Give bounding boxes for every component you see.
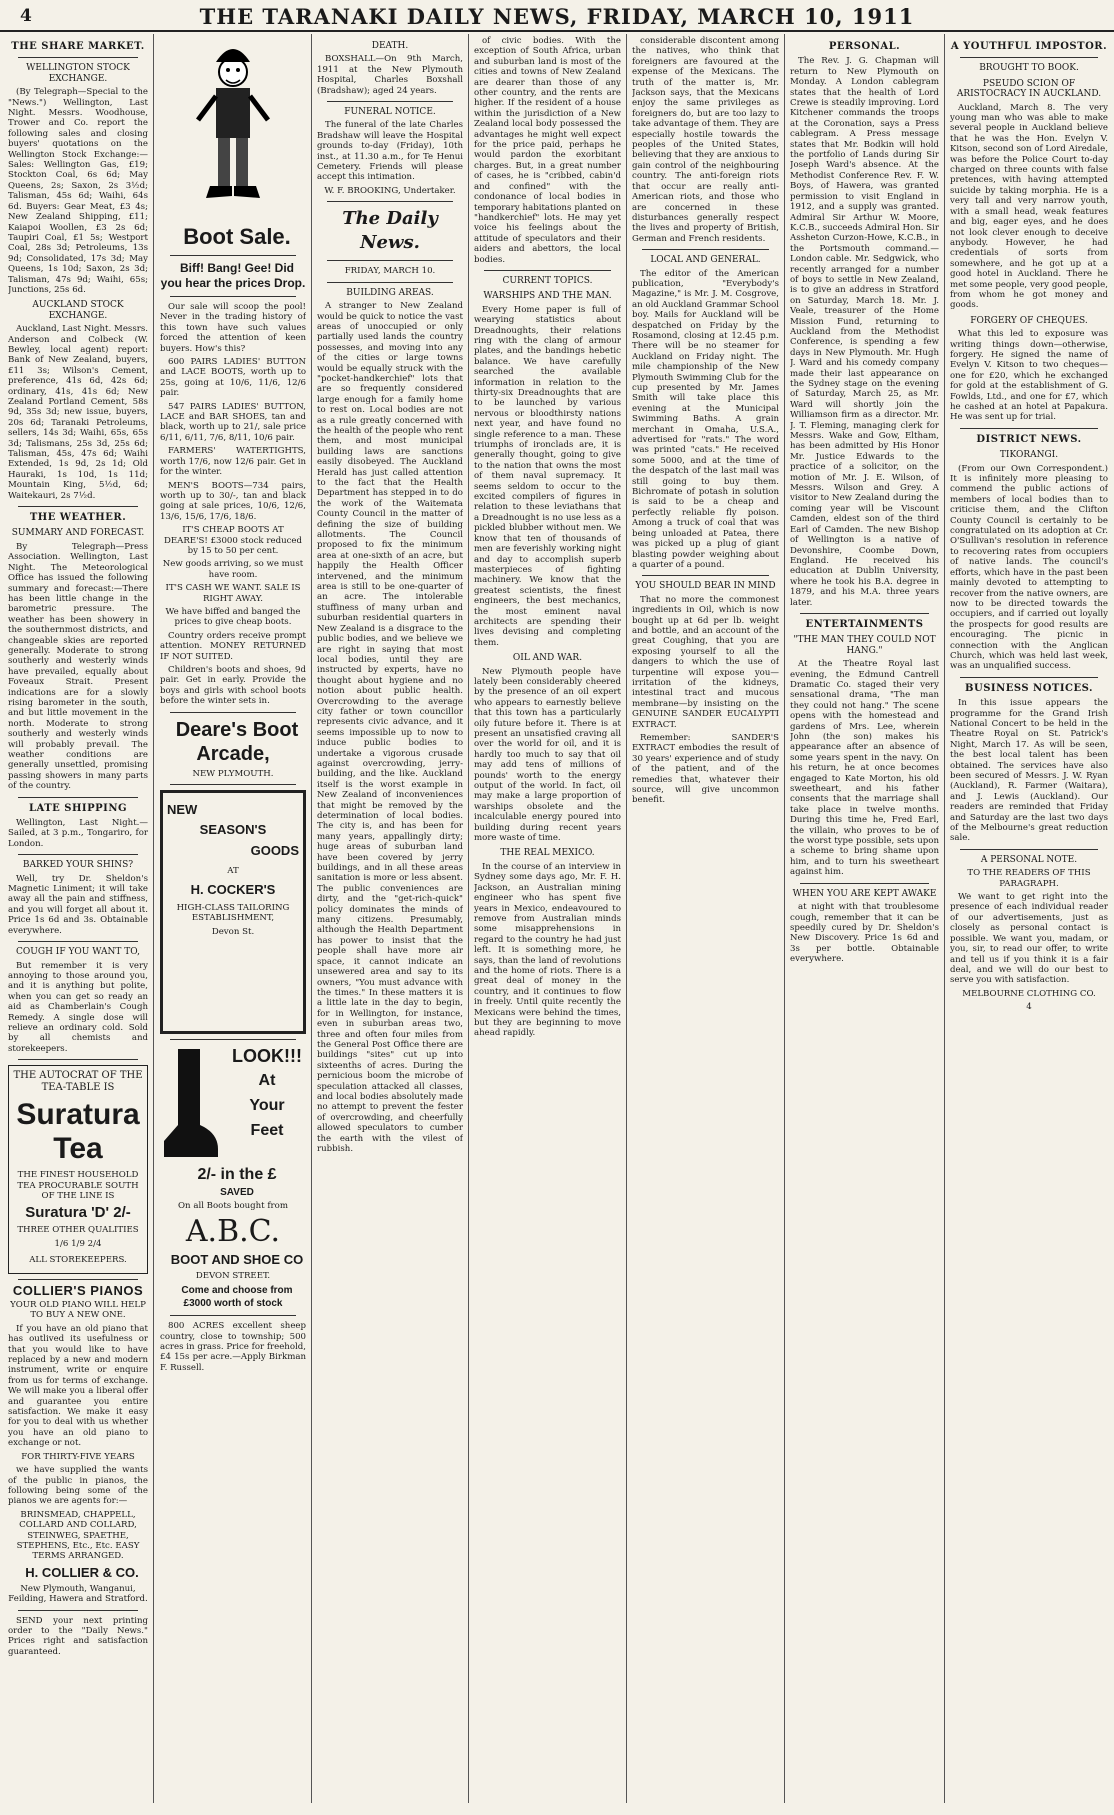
- abc-address: DEVON STREET.: [195, 1270, 271, 1281]
- kept-awake-text: at night with that troublesome cough, remember that it can be speedily cured by Dr. Sheldon's New Discovery. Price 1s 6d and 3s per bottle. Obtainable everywhere.: [790, 902, 939, 965]
- children-boots-line: Children's boots and shoes, 9d pair. Get in early. Provide the boys and girls with school boots before the winter sets in.: [160, 665, 306, 707]
- impostor-heading: A YOUTHFUL IMPOSTOR.: [950, 41, 1108, 52]
- share-market-heading: THE SHARE MARKET.: [11, 41, 145, 52]
- tea-stockists: ALL STOREKEEPERS.: [29, 1255, 127, 1266]
- column-1: [8, 36, 148, 1805]
- boot-item-1: 600 PAIRS LADIES' BUTTON and LACE BOOTS, worth up to 25s, going at 10/6, 11/6, 12/6 pair.: [160, 357, 306, 399]
- building-areas-text: A stranger to New Zealand would be quick to notice the vast areas of unoccupied or only partially used lands the country possesses, and moving into any of the cities or large towns would be equally struck with the "pocket-handkerchief" lots that are so frequently considered large enough for a family home to rest on. Local bodies are not as a rule greatly concerned with the health of the people who rent them, and most municipal building laws are sanctions easily disobeyed. The Auckland Herald has just called attention to the fact that the Health Department has stepped in to do the work of the Waitemata County Council in the matter of defining the size of building allotments. The Council proposed to fix the minimum area at one-sixth of an acre, but happily the Health Officer intervened, and the minimum area is still to be one-quarter of an acre. The intolerable stuffiness of many urban and suburban residential quarters in New Zealand is a disgrace to the public bodies, and we believe we are right in saying that most local bodies, until they are instructed by experts, have no thought about hygiene and no notion about public health. Overcrowding to the average city father or town councillor represents civic advance, and it seems impossible up to now to induce public bodies to undertake a vigorous crusade against overcrowding, jerry-building, and the like. Auckland itself is the worst example in New Zealand of inconveniences that might be removed by the determination of local bodies. The city is, and has been for many years, appallingly dirty; huge areas of suburban land have been covered by jerry buildings, and in all these areas sanitation is more or less absent. The public conveniences are dirty, and the "get-rich-quick" policy dominates the minds of many citizens. Presumably, although the Health Department has power to insist that the people shall have more air space, it cannot indicate an unsewered area and say to its owners, "You must advance with the times." In these matters it is a little late in the day to begin, for in Wellington, for instance, even in suburban areas two, three and often four miles from the General Post Office there are buildings "sites" cut up into sixteenths of acres. During the pernicious boom the microbe of speculation attacked all classes, and local bodies absolutely made no attempt to prevent the fester of overcrowding, and cheerfully allowed speculators to cumber the earth with the vilest of rubbish.: [317, 301, 463, 1154]
- forgery-text: What this led to exposure was writing things down—otherwise, forgery. He signed the name of Evelyn V. Kitson to two cheques—one for £20, which he exchanged for gold at the establishment of G. Fowlds, Ltd., and one for £7, which he cashed at an hotel at Papakura. He was sent up for trial.: [950, 329, 1108, 423]
- look-at: At: [258, 1072, 276, 1090]
- boot-item-4: MEN'S BOOTS—734 pairs, worth up to 30/-, tan and black going at sale prices, 10/6, 12/6, 13/6, 15/6, 17/6, 18/6.: [160, 480, 306, 522]
- personal-note-heading: A PERSONAL NOTE.: [980, 854, 1078, 865]
- column-6: [790, 36, 939, 1805]
- pianos-brands: BRINSMEAD, CHAPPELL, COLLARD AND COLLARD, STEINWEG, SPAETHE, STEPHENS, Etc., Etc. EASY TERMS ARRANGED.: [16, 1509, 140, 1562]
- column-2: [160, 36, 306, 1805]
- column-rule: [468, 34, 469, 1803]
- real-mexico-heading: THE REAL MEXICO.: [500, 848, 595, 859]
- personal-note-subheading: TO THE READERS OF THIS PARAGRAPH.: [967, 868, 1091, 889]
- new-goods-line: New goods arriving, so we must have room.: [162, 559, 304, 580]
- printing-notice: SEND your next printing order to the "Daily News." Prices right and satisfaction guaranteed.: [8, 1615, 148, 1657]
- look-your: Your: [249, 1097, 285, 1115]
- business-notices-heading: BUSINESS NOTICES.: [965, 682, 1093, 694]
- cheap-boots-line: IT'S CHEAP BOOTS AT DEARE'S! £3000 stock reduced by 15 to 50 per cent.: [163, 525, 303, 556]
- biffed-line: We have biffed and banged the prices to give cheap boots.: [165, 606, 301, 628]
- pseudo-scion-heading: PSEUDO SCION OF ARISTOCRACY IN AUCKLAND.: [956, 78, 1102, 100]
- funeral-heading: FUNERAL NOTICE.: [344, 107, 436, 118]
- cough-ad-heading: COUGH IF YOU WANT TO,: [16, 947, 140, 958]
- saved-on-label: On all Boots bought from: [178, 1201, 288, 1212]
- look-heading: LOOK!!!: [232, 1046, 302, 1067]
- tea-description: THE FINEST HOUSEHOLD TEA PROCURABLE SOUTH OF THE LINE IS: [17, 1170, 139, 1201]
- tea-other-qualities: THREE OTHER QUALITIES: [17, 1225, 139, 1236]
- melbourne-signature: MELBOURNE CLOTHING CO.: [962, 988, 1096, 999]
- boot-sale-intro: Our sale will scoop the pool! Never in the trading history of this town have such values forced the attention of keen buyers. How's this?: [160, 302, 306, 354]
- pianos-years-text: we have supplied the wants of the public in pianos, the following being some of the pianos we are agents for:—: [8, 1465, 148, 1507]
- cocker-at: AT: [227, 866, 239, 877]
- cocker-advertisement: [160, 790, 306, 1034]
- cough-ad-text: But remember it is very annoying to those around you, and it is anything but polite, when you can get so ready an aid as Chamberlain's Cough Remedy. A single dose will relieve an ordinary cold. Sold by all chemists and storekeepers.: [8, 960, 148, 1054]
- death-heading: DEATH.: [371, 41, 409, 51]
- entertainments-heading: ENTERTAINMENTS: [805, 618, 924, 630]
- warships-text: Every Home paper is full of wearying statistics about Dreadnoughts, their relations ring with the clang of armour plates, and the bandings hebetic balance. We have carefully searched the available information in relation to the thirty-six Dreadnoughts that are to be launched by various nervous or bloodthirsty nations next year, and have found no single reference to a man. These triumphs of ironclads are, it is generally thought, going to give to the nation that owns the most of them naval supremacy. It seems seldom to occur to the excited compilers of figures in relation to these leviathans that a Dreadnought is no use less as a pickled blubber without men. We know that ten of thousands of men are feverishly working night and day to accomplish superb masterpieces of fighting machinery. We know that the greatest scientists, the finest engineers, the best mechanics, the most eminent naval architects are spending their lives devising and completing them.: [474, 304, 621, 648]
- newspaper-title: THE TARANAKI DAILY NEWS, FRIDAY, MARCH 10, 1911: [199, 4, 915, 29]
- editorial-date: FRIDAY, MARCH 10.: [344, 266, 436, 277]
- bear-in-mind-heading: YOU SHOULD BEAR IN MIND: [635, 581, 776, 592]
- forgery-heading: FORGERY OF CHEQUES.: [970, 315, 1088, 326]
- shins-ad-text: Well, try Dr. Sheldon's Magnetic Liniment; it will take away all the pain and stiffness, and you will forget all about it. Price 1s 6d and 3s. Obtainable everywhere.: [8, 873, 148, 936]
- tikorangi-heading: TIKORANGI.: [999, 450, 1059, 461]
- stock-exchange-heading: WELLINGTON STOCK EXCHANGE.: [26, 63, 130, 84]
- column-7: [950, 36, 1108, 1805]
- boot-sale-heading: Boot Sale.: [183, 224, 291, 249]
- pianos-text: If you have an old piano that has outlived its usefulness or that you would like to have replaced by a new and modern instrument, write or enquire from us for terms of exchange. We will make you a liberal offer and guarantee you entire satisfaction. We make it easy for you to deal with us whether you have an old piano to exchange or not.: [8, 1323, 148, 1449]
- play-review-text: At the Theatre Royal last evening, the Edmund Cantrell Dramatic Co. staged their very sensational drama, "The man they could not hang." The scene opens with the homestead and gardens of Mrs. Lee, wherein John (the son) makes his appearance after an absence of some years spent in the navy. On his return, he at once becomes engaged to Kate Morton, his old sweetheart, and his father consents that the marriage shall take place in twelve months. During this time he, Fred Earl, the villain, who proves to be of the worst type possible, sets upon a scheme to bring shame upon him, and to turn his sweetheart against him.: [790, 659, 939, 878]
- cash-line: IT'S CASH WE WANT. SALE IS RIGHT AWAY.: [165, 583, 301, 604]
- death-notice: BOXSHALL—On 9th March, 1911 at the New Plymouth Hospital, Charles Boxshall (Bradshaw); aged 24 years.: [317, 54, 463, 96]
- shins-ad-heading: BARKED YOUR SHINS?: [22, 860, 134, 871]
- real-mexico-text: In the course of an interview in Sydney some days ago, Mr. F. H. Jackson, an Australian mining engineer who has spent five years in Mexico, endeavoured to remove from Australian minds some misapprehensions in regard to the country he had just left. It is something more, he says, than the land of revolutions and the home of riots. There is a great deal of money in the country, and it continues to flow in freely. Until quite recently the Mexicans were behind the times, but they are beginning to move ahead rapidly.: [474, 861, 621, 1039]
- pianos-years-heading: FOR THIRTY-FIVE YEARS: [21, 1451, 135, 1462]
- abc-company: BOOT AND SHOE CO: [170, 1251, 304, 1267]
- undertaker-name: W. F. BROOKING, Undertaker.: [324, 185, 456, 196]
- personal-note-text: We want to get right into the presence of each individual reader of our advertisements, just as closely as personal contact is possible. We want you, madam, or you, sir, to read our offer, to write and tell us if you think it is a fair deal, and we will do our best to serve you with satisfaction.: [950, 892, 1108, 986]
- collier-address: New Plymouth, Wanganui, Feilding, Hawera and Stratford.: [8, 1583, 148, 1605]
- weather-heading: THE WEATHER.: [29, 512, 127, 524]
- abc-logo: A.B.C.: [185, 1213, 281, 1249]
- abc-stock-line: Come and choose from £3000 worth of stock: [181, 1285, 293, 1310]
- cocker-new: NEW: [167, 802, 198, 818]
- building-areas-continued: of civic bodies. With the exception of South Africa, urban and suburban land is most of the cities and towns of New Zealand are dearer than those of any other country, and the rents are higher. If the resident of a house within the jurisdiction of a New Zealand local body possessed the advantages he might well expect for the price paid, perhaps he would pardon the exorbitant charges. But, in a great number of cases, he is "cribbed, cabin'd and confined" with the condonance of local bodies in temporary habitations planted on "handkerchief" lots. He may yet voice his feelings about the attitude of speculators and their aiders and abettors, the local bodies.: [474, 36, 621, 265]
- country-orders-line: Country orders receive prompt attention. MONEY RETURNED IF NOT SUITED.: [160, 630, 306, 662]
- district-news-heading: DISTRICT NEWS.: [976, 433, 1082, 445]
- tea-brand: Suratura Tea: [16, 1098, 140, 1166]
- column-rule: [311, 34, 312, 1803]
- two-shillings-in-pound: 2/- in the £: [197, 1166, 277, 1184]
- column-3: [317, 36, 463, 1805]
- tea-advertisement: [8, 1065, 148, 1273]
- acres-advertisement: 800 ACRES excellent sheep country, close to township; 500 acres in grass. Price for freehold, £4 15s per acre.—Apply Birkman F. Russell.: [160, 1321, 306, 1373]
- weather-report: By Telegraph—Press Association. Wellington, Last Night. The Meteorological Office has issued the following summary and forecast:—There has been little change in the barometric pressure. The weather has been showery in the southernmost districts, and changeable skies are reported generally. Moderate to strong southerly and westerly winds have prevailed, equally about Foveaux Strait. Present indications are for a slowly rising barometer in the south, and but little movement in the north. Moderate to strong southerly and westerly winds will probably prevail. The weather conditions are generally unsettled, promising passing showers in many parts of the country.: [8, 541, 148, 792]
- cocker-season: SEASON'S: [199, 822, 267, 838]
- tea-intro: THE AUTOCRAT OF THE TEA-TABLE IS: [13, 1070, 143, 1094]
- play-title-heading: "THE MAN THEY COULD NOT HANG.": [793, 635, 936, 656]
- cocker-tailoring: HIGH-CLASS TAILORING ESTABLISHMENT,: [176, 903, 290, 924]
- impostor-text: Auckland, March 8. The very young man who was able to make several people in Auckland believe that he was the Hon. Evelyn V. Kitson, second son of Lord Airedale, was before the Police Court to-day charged on three counts with false pretences, with having attempted suicide by taking morphia. He is a very tall and very narrow youth, with a small head, weak features and big, eager eyes, and he does not look clever enough to deceive anybody. However, he had credentials of sorts from somewhere, and he got up at a good hotel in Auckland. There he met some people, very good people, from whom he got money and goods.: [950, 102, 1108, 311]
- building-areas-heading: BUILDING AREAS.: [346, 287, 434, 298]
- auckland-report: Auckland, Last Night. Messrs. Anderson and Colbeck (W. Bewley, local agent) report: Bank of New Zealand, buyers, £11 3s; Wilson's Cement, preference, 41s 6d, 42s 6d; ordinary, 41s, 41s 6d; New Zealand Portland Cement, 58s 9d, 35s 3d; new issue, buyers, 20s 6d; Taranaki Petroleums, sellers, 14s 3d; Waihi, 65s, 65s 3d; Talismans, 25s 3d, 25s 6d; Talisman, 45s, 47s 6d; Waihi Extended, 1s 9d, 2s 1d; Old Hauraki, 1s 10d, 1s 11d; Mountain King, 5½d, 6d; Waitekauri, 2s 7½d.: [8, 324, 148, 501]
- deare-arcade-name: Deare's Boot Arcade,: [175, 718, 299, 765]
- tikorangi-text: (From our Own Correspondent.) It is infinitely more pleasing to commend the public actions of members of local bodies than to criticise them, and the Clifton County Council is certainly to be congratulated on its adoption at Cr. O'Sullivan's resolution in reference to recovering rates from occupiers of native lands. The council's efforts, which have in the past been mainly devoted to attempting to recover from the native owners, are now to be directed towards the occupiers, and if carried out loyally the prospects for good results are encouraging. The picnic in connection with the Anglican Church, which was held last week, was an unqualified success.: [950, 463, 1108, 672]
- cocker-name: H. COCKER'S: [190, 881, 276, 897]
- page-number: 4: [20, 6, 32, 26]
- stock-report: (By Telegraph—Special to the "News.") Wellington, Last Night. Messrs. Woodhouse, Trower and Co. report the following sales and closing buyers' quotations on the Wellington Stock Exchange:—Sales: Wellington Gas, £19; Stockton Coal, 6s 6d; May Queens, 2s; Saxon, 2s 3½d; Talisman, 45s 6d; Waihi, 64s 6d. Buyers: Gear Meat, £3 4s; New Zealand Shipping, £11; Kaiapoi Woollen, £3 2s 6d; Taupiri Coal, £1 5s; Westport Coal, 28s 3d; Petroleums, 13s 9d; Consolidated, 17s 3d; May Queens, 1s 10d; Saxon, 2s 3d; Talisman, 47s 9d; Waihi, 65s; Junctions, 25s 6d.: [8, 87, 148, 295]
- abc-advertisement: [160, 1045, 306, 1165]
- pianos-subheading: YOUR OLD PIANO WILL HELP TO BUY A NEW ONE.: [10, 1300, 146, 1321]
- warships-heading: WARSHIPS AND THE MAN.: [483, 291, 612, 302]
- oil-war-heading: OIL AND WAR.: [512, 653, 583, 664]
- current-topics-heading: CURRENT TOPICS.: [502, 275, 593, 286]
- funeral-notice: The funeral of the late Charles Bradshaw will leave the Hospital grounds to-day (Friday), 10th inst., at 11.30 a.m., for Te Henui Cemetery. Friends will please accept this intimation.: [317, 120, 463, 183]
- pianos-heading: COLLIER'S PIANOS: [12, 1282, 144, 1298]
- personal-heading: PERSONAL.: [828, 41, 901, 52]
- saved-label: SAVED: [220, 1187, 254, 1199]
- boot-item-3: FARMERS' WATERTIGHTS, worth 17/6, now 12/6 pair. Get in for the winter.: [160, 446, 306, 478]
- boot-cartoon-figure: [188, 40, 278, 220]
- tea-other-prices: 1/6 1/9 2/4: [54, 1238, 102, 1249]
- oil-war-text: New Plymouth people have lately been considerably cheered by the presence of an oil expert who appears to earnestly believe that this town has a particularly oily future before it. There is at present an unsatisfied craving all over the world for oil, and it is hardly too much to say that oil may add tens of millions of pounds' worth to the energy output of the world. In fact, oil may make a large proportion of warships obsolete and the incalculable energy poured into building during recent years more waste of time.: [474, 666, 621, 844]
- sanders-extract-text: Remember: SANDER'S EXTRACT embodies the result of 30 years' experience and of study of the patient, and of the remedies that, whatever their source, will give uncommon benefit.: [632, 733, 779, 806]
- boot-illustration: [160, 1045, 220, 1165]
- column-rule: [153, 34, 154, 1803]
- brought-to-book-heading: BROUGHT TO BOOK.: [979, 63, 1079, 74]
- auckland-exchange-heading: AUCKLAND STOCK EXCHANGE.: [32, 300, 124, 321]
- cocker-address: Devon St.: [211, 926, 255, 937]
- page-corner-number: 4: [1026, 1002, 1032, 1013]
- column-rule: [944, 34, 945, 1803]
- boot-item-2: 547 PAIRS LADIES' BUTTON, LACE and BAR SHOES, tan and black, worth up to 21/, sale price 6/11, 6/11, 7/6, 8/11, 10/6 pair.: [160, 401, 306, 443]
- shipping-heading: LATE SHIPPING: [28, 802, 128, 814]
- column-4: [474, 36, 621, 1805]
- shipping-report: Wellington, Last Night.—Sailed, at 3 p.m., Tongariro, for London.: [8, 818, 148, 849]
- local-general-heading: LOCAL AND GENERAL.: [650, 255, 761, 266]
- column-rule: [784, 34, 785, 1803]
- column-5: [632, 36, 779, 1805]
- paper-nameplate: The Daily News.: [342, 208, 438, 254]
- deare-location: NEW PLYMOUTH.: [192, 768, 274, 779]
- collier-name: H. COLLIER & CO.: [25, 1564, 139, 1580]
- kept-awake-heading: WHEN YOU ARE KEPT AWAKE: [792, 888, 937, 899]
- bear-in-mind-text: That no more the commonest ingredients in Oil, which is now bought up at 6d per lb. weight and bottle, and an account of the great Coughing, that you are exposing yourself to all the dangers to which the use of turpentine will expose you—irritation of the kidneys, intestinal tract and mucous membrane—by insisting on the GENUINE SANDER EUCALYPTI EXTRACT.: [632, 594, 779, 730]
- personal-text: The Rev. J. G. Chapman will return to New Plymouth on Monday. A London cablegram states that the health of Lord Crewe is steadily improving. Lord Kitchener commands the troops at the Coronation, says a Press cablegram. A Press message states that Mr. Bodkin will hold the portfolio of Lands during Sir Joseph Ward's absence. At the Methodist Conference Rev. F. W. Boys, of Hawera, was granted permission to visit England in 1912, and a supply was granted. Admiral Sir Arthur W. Moore, K.C.B., succeeds Admiral Hon. Sir Assheton Curzon-Howe, K.C.B., in the Portsmouth command.—London cable. Mr. Sedgwick, who recently arranged for a number of boys to settle in New Zealand, is to give an address in Stratford on Saturday, March 18. Mr. J. Veale, treasurer of the Home Mission Fund, returning to Auckland from the Methodist Conference, is spending a few days in New Plymouth. Mr. Hugh J. Ward and his comedy company made their last appearance on the Sydney stage on the evening of Saturday, March 25, as Mr. Ward will shortly join the Williamson firm as a director. Mr. J. T. Fleming, managing clerk for Messrs. Wake and Gow, Eltham, has been admitted by His Honor Mr. Justice Edwards to the practice of a solicitor, on the motion of Mr. J. E. Wilson, of Messrs. Wilson and Grey. A visitor to New Zealand during the coming year will be Viscount Camden, eldest son of the third Earl of Camden. The new Bishop of Wellington is a native of Devonshire, Coombe Down, England. He received his education at Dublin University, where he took his B.A. degree in 1879, and his M.A. three years later.: [790, 56, 939, 608]
- tea-price: Suratura 'D' 2/-: [25, 1204, 131, 1222]
- masthead: [0, 0, 1114, 32]
- biff-bang-headline: Biff! Bang! Gee! Did you hear the prices Drop.: [160, 261, 306, 290]
- look-feet: Feet: [250, 1122, 284, 1140]
- weather-subheading: SUMMARY AND FORECAST.: [11, 528, 145, 539]
- business-notices-text: In this issue appears the programme for the Grand Irish National Concert to be held in the Theatre Royal on St. Patrick's Night, March 17. As will be seen, the best local talent has been obtained. The services have also been secured of Messrs. J. W. Ryan (Auckland), R. Farmer (Waitara), and J. Lewis (Auckland). Our readers are reminded that Friday and Saturday are the last two days of the Melbourne's great reduction sale.: [950, 698, 1108, 844]
- local-general-text: The editor of the American publication, "Everybody's Magazine," is Mr. J. M. Cosgrove, an old Auckland Grammar School boy. Mails for Auckland will be despatched on Friday by the Rosamond, closing at 12.45 p.m. There will be no steamer for Auckland on Friday night. The mile championship of the New Plymouth Swimming Club for the cup presented by Mr. James Smith will take place this evening at the Municipal Swimming Baths. A grain merchant in Omaha, U.S.A., advertised for "rats." The word was printed "cats." He received some 5000, and at the time of the despatch of the last mail was still going to buy them. Bichromate of potash in solution is said to be a cheap and perfectly reliable fly poison. Among a truck of coal that was being unloaded at Patea, there was picked up a plug of giant blasting powder weighing about a quarter of a pound.: [632, 268, 779, 570]
- cocker-goods: GOODS: [250, 842, 299, 858]
- column-rule: [626, 34, 627, 1803]
- mexico-continued: considerable discontent among the natives, who think that foreigners are favoured at the expense of the Mexicans. The truth of the matter is, Mr. Jackson says, that the Mexicans enjoy the same privileges as foreigners do, but are too lazy to take advantage of them. They are especially hostile towards the peoples of the United States, believing that they are anxious to gain control of the neighbouring country. The anti-foreign riots that occur are really anti-American riots, and those who are concerned in these disturbances generally respect the lives and property of British, German and French residents.: [632, 36, 779, 244]
